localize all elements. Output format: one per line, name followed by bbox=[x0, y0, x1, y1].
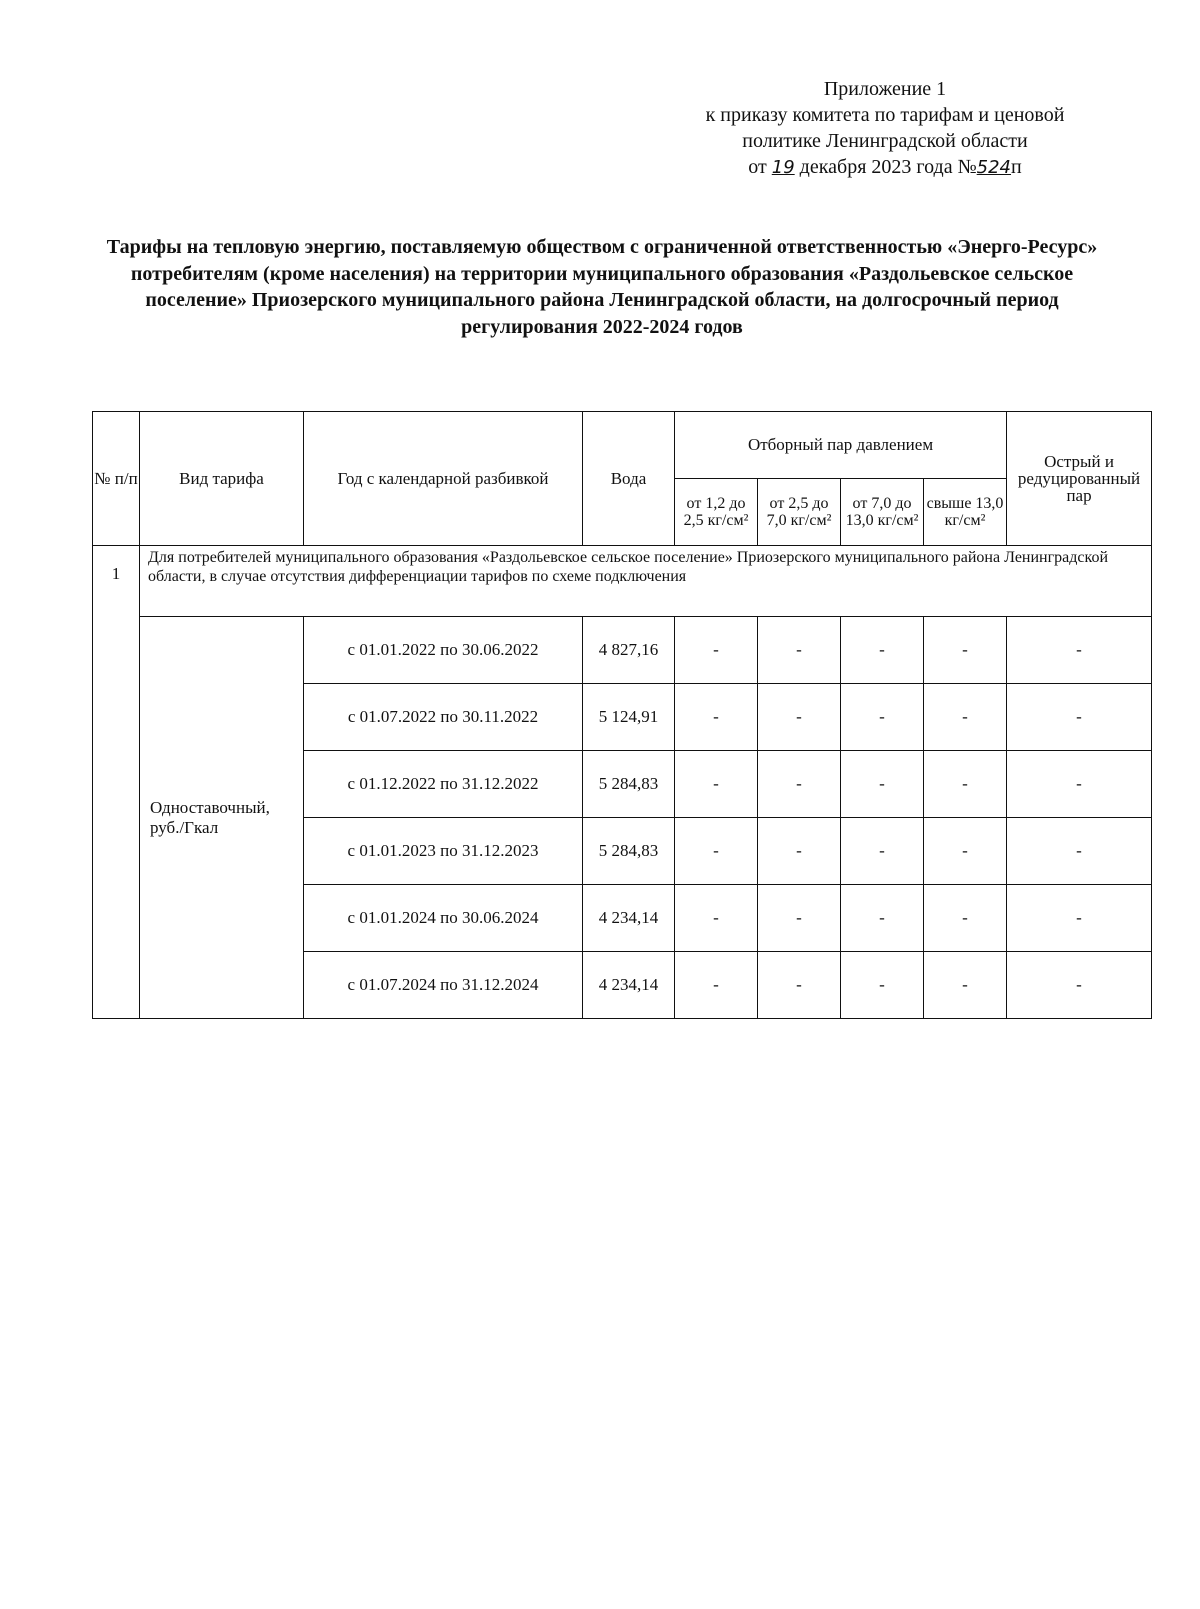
row-period: с 01.01.2024 по 30.06.2024 bbox=[304, 885, 583, 952]
row-steam-2: - bbox=[758, 952, 841, 1019]
row-period: с 01.07.2024 по 31.12.2024 bbox=[304, 952, 583, 1019]
row-steam-2: - bbox=[758, 684, 841, 751]
annex-line-2: к приказу комитета по тарифам и ценовой bbox=[705, 104, 1065, 126]
row-period: с 01.07.2022 по 30.11.2022 bbox=[304, 684, 583, 751]
row-water: 5 284,83 bbox=[583, 751, 675, 818]
row-sharp: - bbox=[1007, 751, 1152, 818]
header-steam-col-1: от 1,2 до 2,5 кг/см² bbox=[675, 479, 758, 546]
row-water: 4 234,14 bbox=[583, 952, 675, 1019]
row-sharp: - bbox=[1007, 684, 1152, 751]
section-num bbox=[93, 546, 140, 1019]
row-steam-4: - bbox=[924, 751, 1007, 818]
row-sharp: - bbox=[1007, 818, 1152, 885]
row-steam-4: - bbox=[924, 617, 1007, 684]
row-period: с 01.12.2022 по 31.12.2022 bbox=[304, 751, 583, 818]
row-water: 5 124,91 bbox=[583, 684, 675, 751]
row-water: 4 827,16 bbox=[583, 617, 675, 684]
annex-line-3: политике Ленинградской области bbox=[742, 130, 1028, 152]
header-sharp-steam: Острый и редуцированный пар bbox=[1007, 412, 1152, 546]
row-steam-3: - bbox=[841, 952, 924, 1019]
document-title: Тарифы на тепловую энергию, поставляемую обществом с ограниченной ответственностью «Энерго-Ресурс» потребителям (кроме населения) на территории муниципального образования «Раздольевское сельское поселение» Приозерского муниципального района Ленинградской области, на долгосрочный период регулирования 2022-2024 годов bbox=[106, 236, 1098, 338]
section-description: Для потребителей муниципального образования «Раздольевское сельское поселение» Приозерского муниципального района Ленинградской области, в случае отсутствия дифференциации тарифов по схеме подключения bbox=[140, 546, 1152, 617]
row-steam-3: - bbox=[841, 885, 924, 952]
row-steam-1: - bbox=[675, 818, 758, 885]
annex-date-line bbox=[650, 154, 1120, 181]
header-water: Вода bbox=[583, 412, 675, 546]
header-steam-col-3: от 7,0 до 13,0 кг/см² bbox=[841, 479, 924, 546]
row-steam-4: - bbox=[924, 818, 1007, 885]
header-steam-col-2: от 2,5 до 7,0 кг/см² bbox=[758, 479, 841, 546]
table-header-row-1 bbox=[93, 412, 1152, 479]
row-steam-2: - bbox=[758, 885, 841, 952]
row-sharp: - bbox=[1007, 952, 1152, 1019]
row-steam-1: - bbox=[675, 684, 758, 751]
row-steam-3: - bbox=[841, 818, 924, 885]
annex-order-number: 524 bbox=[976, 157, 1012, 178]
row-steam-4: - bbox=[924, 952, 1007, 1019]
annex-date-day: 19 bbox=[771, 157, 795, 178]
annex-date-prefix: от bbox=[748, 156, 767, 178]
row-sharp: - bbox=[1007, 885, 1152, 952]
header-type: Вид тарифа bbox=[140, 412, 304, 546]
header-period: Год с календарной разбивкой bbox=[304, 412, 583, 546]
row-steam-2: - bbox=[758, 617, 841, 684]
header-steam-col-4: свыше 13,0 кг/см² bbox=[924, 479, 1007, 546]
row-steam-4: - bbox=[924, 885, 1007, 952]
table-row bbox=[93, 617, 1152, 684]
row-steam-2: - bbox=[758, 818, 841, 885]
row-steam-3: - bbox=[841, 684, 924, 751]
header-num: № п/п bbox=[93, 412, 140, 546]
annex-date-suffix: п bbox=[1011, 156, 1022, 178]
section-num-text: 1 bbox=[111, 564, 121, 583]
tariff-table bbox=[92, 411, 1152, 1019]
annex-line-1: Приложение 1 bbox=[823, 78, 947, 100]
row-steam-1: - bbox=[675, 885, 758, 952]
row-steam-3: - bbox=[841, 617, 924, 684]
row-sharp: - bbox=[1007, 617, 1152, 684]
header-steam-group: Отборный пар давлением bbox=[675, 412, 1007, 479]
row-water: 5 284,83 bbox=[583, 818, 675, 885]
row-period: с 01.01.2023 по 31.12.2023 bbox=[304, 818, 583, 885]
row-water: 4 234,14 bbox=[583, 885, 675, 952]
row-steam-1: - bbox=[675, 617, 758, 684]
row-steam-1: - bbox=[675, 952, 758, 1019]
annex-date-mid: декабря 2023 года № bbox=[799, 156, 977, 178]
row-steam-2: - bbox=[758, 751, 841, 818]
row-steam-3: - bbox=[841, 751, 924, 818]
row-period: с 01.01.2022 по 30.06.2022 bbox=[304, 617, 583, 684]
tariff-type: Одноставочный, руб./Гкал bbox=[140, 617, 304, 1019]
row-steam-4: - bbox=[924, 684, 1007, 751]
row-steam-1: - bbox=[675, 751, 758, 818]
annex-block bbox=[650, 76, 1120, 181]
section-row bbox=[93, 546, 1152, 617]
